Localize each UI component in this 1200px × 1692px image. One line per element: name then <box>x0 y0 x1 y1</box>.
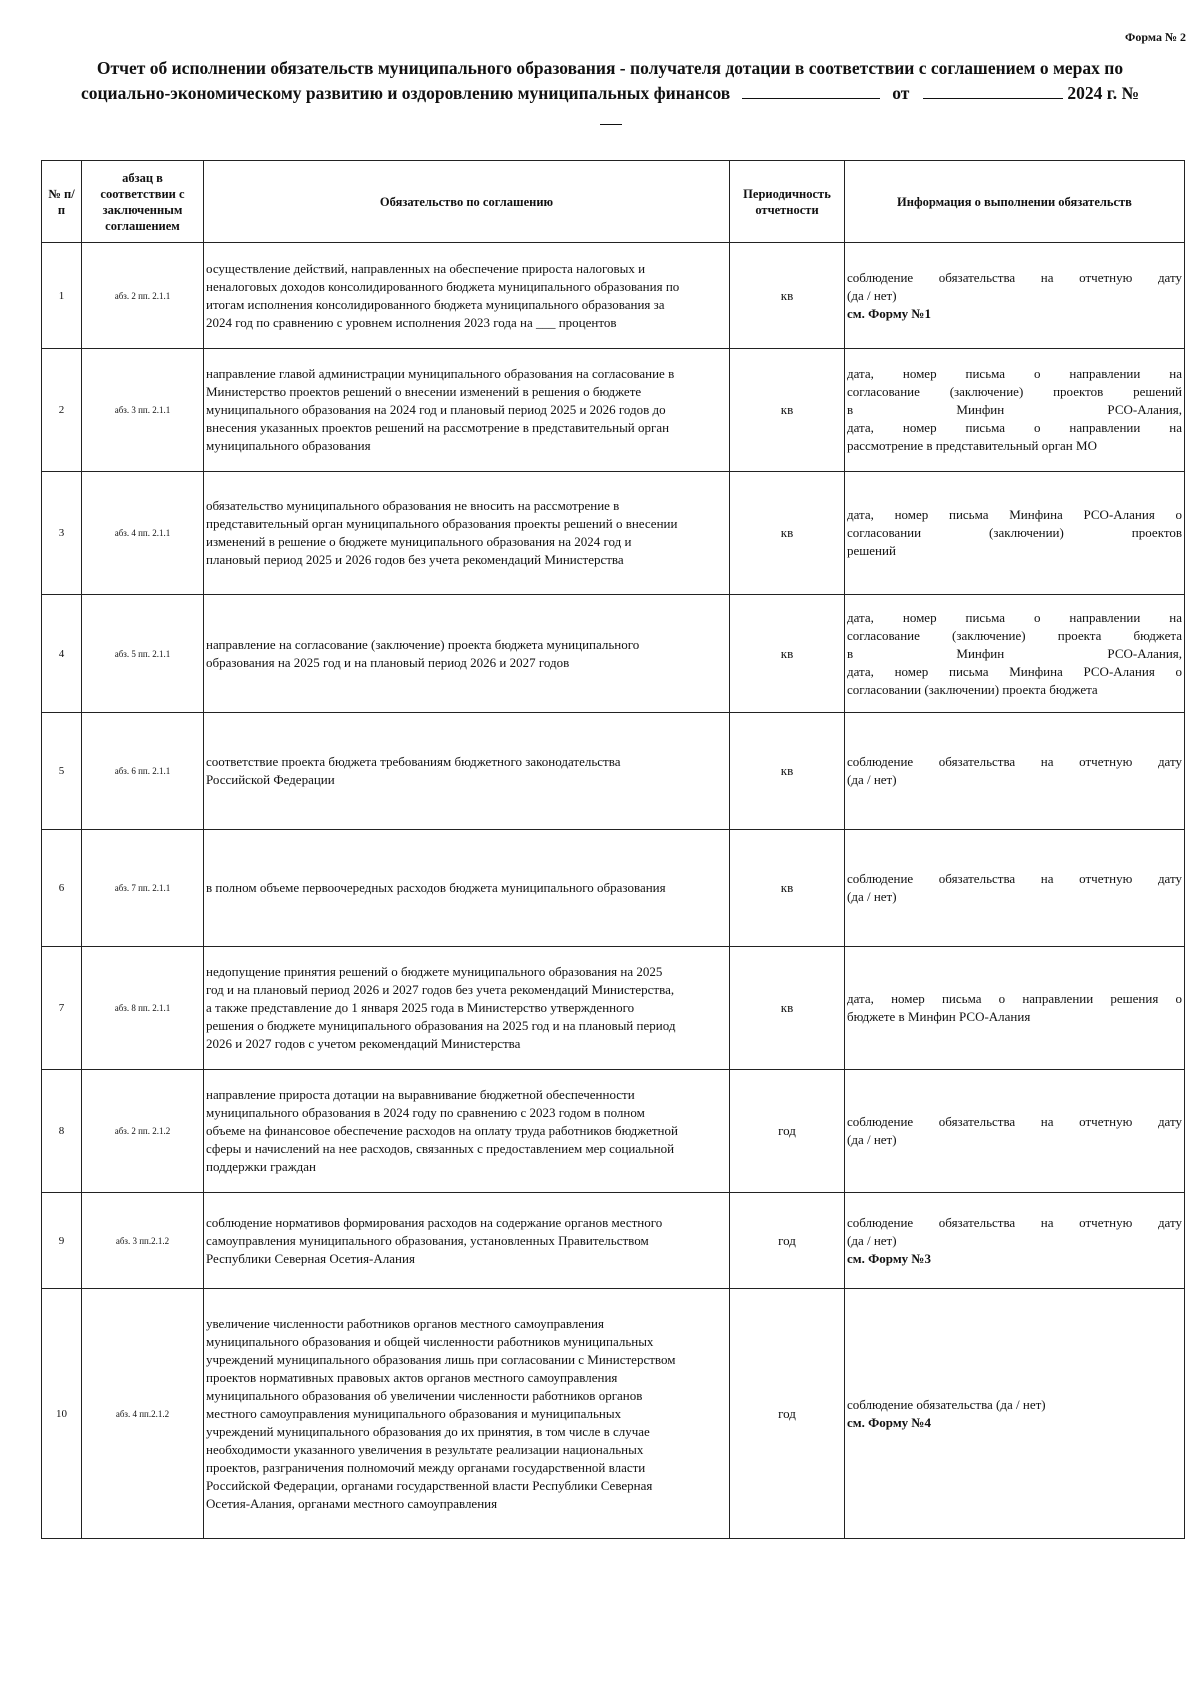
title-from-label: от <box>892 83 910 103</box>
obligation-line: итогам исполнения консолидированного бюджета муниципального образования за <box>206 296 665 312</box>
row-number: 9 <box>42 1193 82 1289</box>
info-line: дата, номер письма о направлении на <box>847 609 1182 625</box>
info-line: дата, номер письма о направлении на <box>847 366 1182 381</box>
agreement-date-blank[interactable] <box>923 84 1063 99</box>
header-num: № п/п <box>42 161 82 243</box>
obligation-line: соблюдение нормативов формирования расходов на содержание органов местного <box>206 1214 663 1230</box>
row-info <box>845 830 1185 947</box>
obligation-line: проектов нормативных правовых актов органов местного самоуправления <box>206 1369 618 1385</box>
info-line: соблюдение обязательства (да / нет) <box>847 1396 1046 1412</box>
obligation-line: Российской Федерации <box>206 772 335 787</box>
obligation-line: увеличение численности работников органов местного самоуправления <box>206 1315 604 1331</box>
row-info <box>845 472 1185 595</box>
row-paragraph: абз. 2 пп. 2.1.1 <box>82 243 204 349</box>
table-header-row <box>42 161 1185 243</box>
table-row <box>42 1193 1185 1289</box>
info-line: дата, номер письма Минфина РСО-Алания о <box>847 663 1182 679</box>
obligation-line: недопущение принятия решений о бюджете муниципального образования на 2025 <box>206 964 663 979</box>
obligation-line: учреждений муниципального образования до их принятия, в том числе в случае <box>206 1423 650 1439</box>
info-line: соблюдение обязательства на отчетную дату <box>847 754 1182 769</box>
obligation-line: осуществление действий, направленных на обеспечение прироста налоговых и <box>206 260 646 276</box>
row-info <box>845 1289 1185 1539</box>
row-periodicity: кв <box>730 472 845 595</box>
obligation-line: сферы и начислений на нее расходов, связанных с предоставлением мер социальной <box>206 1141 675 1156</box>
header-obligation: Обязательство по соглашению <box>204 161 730 243</box>
table-row <box>42 349 1185 472</box>
obligation-line: направление прироста дотации на выравнивание бюджетной обеспеченности <box>206 1087 635 1102</box>
obligation-line: Российской Федерации, органами государственной власти Республики Северная <box>206 1477 653 1493</box>
row-paragraph: абз. 8 пп. 2.1.1 <box>82 947 204 1070</box>
info-line: соблюдение обязательства на отчетную дату <box>847 269 1182 285</box>
obligation-line: проектов, разграничения полномочий между органами государственной власти <box>206 1459 646 1475</box>
agreement-name-blank[interactable] <box>742 84 880 99</box>
header-periodicity: Периодичность отчетности <box>730 161 845 243</box>
row-info <box>845 349 1185 472</box>
info-line: (да / нет) <box>847 772 897 787</box>
row-obligation <box>204 243 730 349</box>
info-line: рассмотрение в представительный орган МО <box>847 438 1097 453</box>
row-obligation <box>204 1193 730 1289</box>
info-line: согласование (заключение) проекта бюджета <box>847 627 1182 643</box>
obligation-line: Осетия-Алания, органами местного самоуправления <box>206 1495 498 1511</box>
obligation-line: муниципального образования на 2024 год и плановый период 2025 и 2026 годов до <box>206 402 666 417</box>
obligation-line: необходимости указанного увеличения в результате реализации национальных <box>206 1441 644 1457</box>
row-obligation <box>204 349 730 472</box>
info-line: согласовании (заключении) проекта бюджета <box>847 681 1098 697</box>
row-paragraph: абз. 4 пп.2.1.2 <box>82 1289 204 1539</box>
obligation-line: образования на 2025 год и на плановый период 2026 и 2027 годов <box>206 654 570 670</box>
title-line-2 <box>40 81 1180 106</box>
row-paragraph: абз. 3 пп. 2.1.1 <box>82 349 204 472</box>
obligation-line: изменений в решение о бюджете муниципального образования на 2024 год и <box>206 534 632 549</box>
obligation-line: в полном объеме первоочередных расходов бюджета муниципального образования <box>206 880 666 895</box>
row-periodicity: год <box>730 1289 845 1539</box>
row-obligation <box>204 595 730 713</box>
obligations-table <box>41 160 1185 1539</box>
obligation-line: плановый период 2025 и 2026 годов без учета рекомендаций Министерства <box>206 552 624 567</box>
obligation-line: Министерство проектов решений о внесении изменений в решения о бюджете <box>206 384 642 399</box>
info-line: бюджете в Минфин РСО-Алания <box>847 1009 1031 1024</box>
table-row <box>42 947 1185 1070</box>
form-number: Форма № 2 <box>1125 30 1186 44</box>
row-info <box>845 713 1185 830</box>
row-periodicity: кв <box>730 830 845 947</box>
row-periodicity: кв <box>730 243 845 349</box>
info-line: в Минфин РСО-Алания, <box>847 645 1182 661</box>
info-line: соблюдение обязательства на отчетную дату <box>847 871 1182 886</box>
row-paragraph: абз. 6 пп. 2.1.1 <box>82 713 204 830</box>
form-reference: см. Форму №3 <box>847 1250 931 1266</box>
obligation-line: направление на согласование (заключение) проекта бюджета муниципального <box>206 636 640 652</box>
table-row <box>42 1070 1185 1193</box>
obligation-line: неналоговых доходов консолидированного бюджета муниципального образования по <box>206 278 680 294</box>
title-line-2-text: социально-экономическому развитию и оздоровлению муниципальных финансов <box>80 83 731 103</box>
obligation-line: обязательство муниципального образования не вносить на рассмотрение в <box>206 498 620 513</box>
page-title <box>40 56 1180 106</box>
info-line: согласовании (заключении) проектов <box>847 525 1182 540</box>
obligation-line: местного самоуправления муниципального образования и муниципальных <box>206 1405 622 1421</box>
row-obligation <box>204 472 730 595</box>
row-obligation <box>204 1070 730 1193</box>
row-periodicity: год <box>730 1070 845 1193</box>
form-reference: см. Форму №4 <box>847 1414 931 1430</box>
row-number: 10 <box>42 1289 82 1539</box>
info-line: согласование (заключение) проектов решений <box>847 384 1182 399</box>
row-info <box>845 947 1185 1070</box>
obligation-line: 2026 и 2027 годов с учетом рекомендаций Министерства <box>206 1036 521 1051</box>
row-number: 5 <box>42 713 82 830</box>
row-periodicity: кв <box>730 713 845 830</box>
info-line: дата, номер письма о направлении на <box>847 420 1182 435</box>
table-row <box>42 830 1185 947</box>
row-obligation <box>204 830 730 947</box>
table-row <box>42 1289 1185 1539</box>
info-line: (да / нет) <box>847 1132 897 1147</box>
row-paragraph: абз. 5 пп. 2.1.1 <box>82 595 204 713</box>
obligation-line: муниципального образования и общей численности работников муниципальных <box>206 1333 654 1349</box>
row-info <box>845 595 1185 713</box>
row-periodicity: кв <box>730 947 845 1070</box>
row-obligation <box>204 713 730 830</box>
obligation-line: решения о бюджете муниципального образования на 2025 год и на плановый период <box>206 1018 676 1033</box>
obligation-line: внесения указанных проектов решений на рассмотрение в представительный орган <box>206 420 670 435</box>
row-info <box>845 1070 1185 1193</box>
row-paragraph: абз. 7 пп. 2.1.1 <box>82 830 204 947</box>
table-row <box>42 243 1185 349</box>
obligation-line: муниципального образования в 2024 году по сравнению с 2023 годом в полном <box>206 1105 645 1120</box>
row-paragraph: абз. 4 пп. 2.1.1 <box>82 472 204 595</box>
obligation-line: муниципального образования об увеличении численности работников органов <box>206 1387 643 1403</box>
obligation-line: год и на плановый период 2026 и 2027 годов без учета рекомендаций Министерства, <box>206 982 675 997</box>
row-number: 8 <box>42 1070 82 1193</box>
row-number: 3 <box>42 472 82 595</box>
obligation-line: представительный орган муниципального образования проекты решений о внесении <box>206 516 678 531</box>
row-number: 1 <box>42 243 82 349</box>
header-info: Информация о выполнении обязательств <box>845 161 1185 243</box>
info-line: дата, номер письма о направлении решения о <box>847 991 1182 1006</box>
obligation-line: самоуправления муниципального образования, установленных Правительством <box>206 1232 649 1248</box>
header-paragraph: абзац в соответствии с заключенным соглашением <box>82 161 204 243</box>
obligation-line: Республики Северная Осетия-Алания <box>206 1250 415 1266</box>
row-periodicity: кв <box>730 595 845 713</box>
obligation-line: муниципального образования <box>206 438 371 453</box>
table-body <box>42 243 1185 1539</box>
row-info <box>845 243 1185 349</box>
obligation-line: соответствие проекта бюджета требованиям бюджетного законодательства <box>206 754 621 769</box>
info-line: соблюдение обязательства на отчетную дату <box>847 1214 1182 1230</box>
form-reference: см. Форму №1 <box>847 305 931 321</box>
info-line: соблюдение обязательства на отчетную дату <box>847 1114 1182 1129</box>
row-periodicity: кв <box>730 349 845 472</box>
row-paragraph: абз. 3 пп.2.1.2 <box>82 1193 204 1289</box>
row-obligation <box>204 947 730 1070</box>
info-line: в Минфин РСО-Алания, <box>847 402 1182 417</box>
info-line: (да / нет) <box>847 287 897 303</box>
obligation-line: 2024 год по сравнению с уровнем исполнения 2023 года на ___ процентов <box>206 314 617 330</box>
row-info <box>845 1193 1185 1289</box>
row-number: 4 <box>42 595 82 713</box>
obligation-line: направление главой администрации муниципального образования на согласование в <box>206 366 675 381</box>
obligation-line: поддержки граждан <box>206 1159 317 1174</box>
info-line: решений <box>847 543 896 558</box>
info-line: (да / нет) <box>847 889 897 904</box>
row-number: 2 <box>42 349 82 472</box>
row-number: 7 <box>42 947 82 1070</box>
row-periodicity: год <box>730 1193 845 1289</box>
obligation-line: объеме на финансовое обеспечение расходов на оплату труда работников бюджетной <box>206 1123 678 1138</box>
obligation-line: а также представление до 1 января 2025 года в Министерство утвержденного <box>206 1000 635 1015</box>
info-line: дата, номер письма Минфина РСО-Алания о <box>847 507 1182 522</box>
obligation-line: учреждений муниципального образования лишь при согласовании с Министерством <box>206 1351 676 1367</box>
row-number: 6 <box>42 830 82 947</box>
info-line: (да / нет) <box>847 1232 897 1248</box>
table-row <box>42 713 1185 830</box>
row-paragraph: абз. 2 пп. 2.1.2 <box>82 1070 204 1193</box>
row-obligation <box>204 1289 730 1539</box>
title-line-1: Отчет об исполнении обязательств муниципального образования - получателя дотации в соответствии с соглашением о мерах по <box>96 58 1124 78</box>
title-year-number: 2024 г. № <box>1067 83 1140 103</box>
title-number-dash <box>600 124 622 125</box>
table-row <box>42 472 1185 595</box>
table-row <box>42 595 1185 713</box>
